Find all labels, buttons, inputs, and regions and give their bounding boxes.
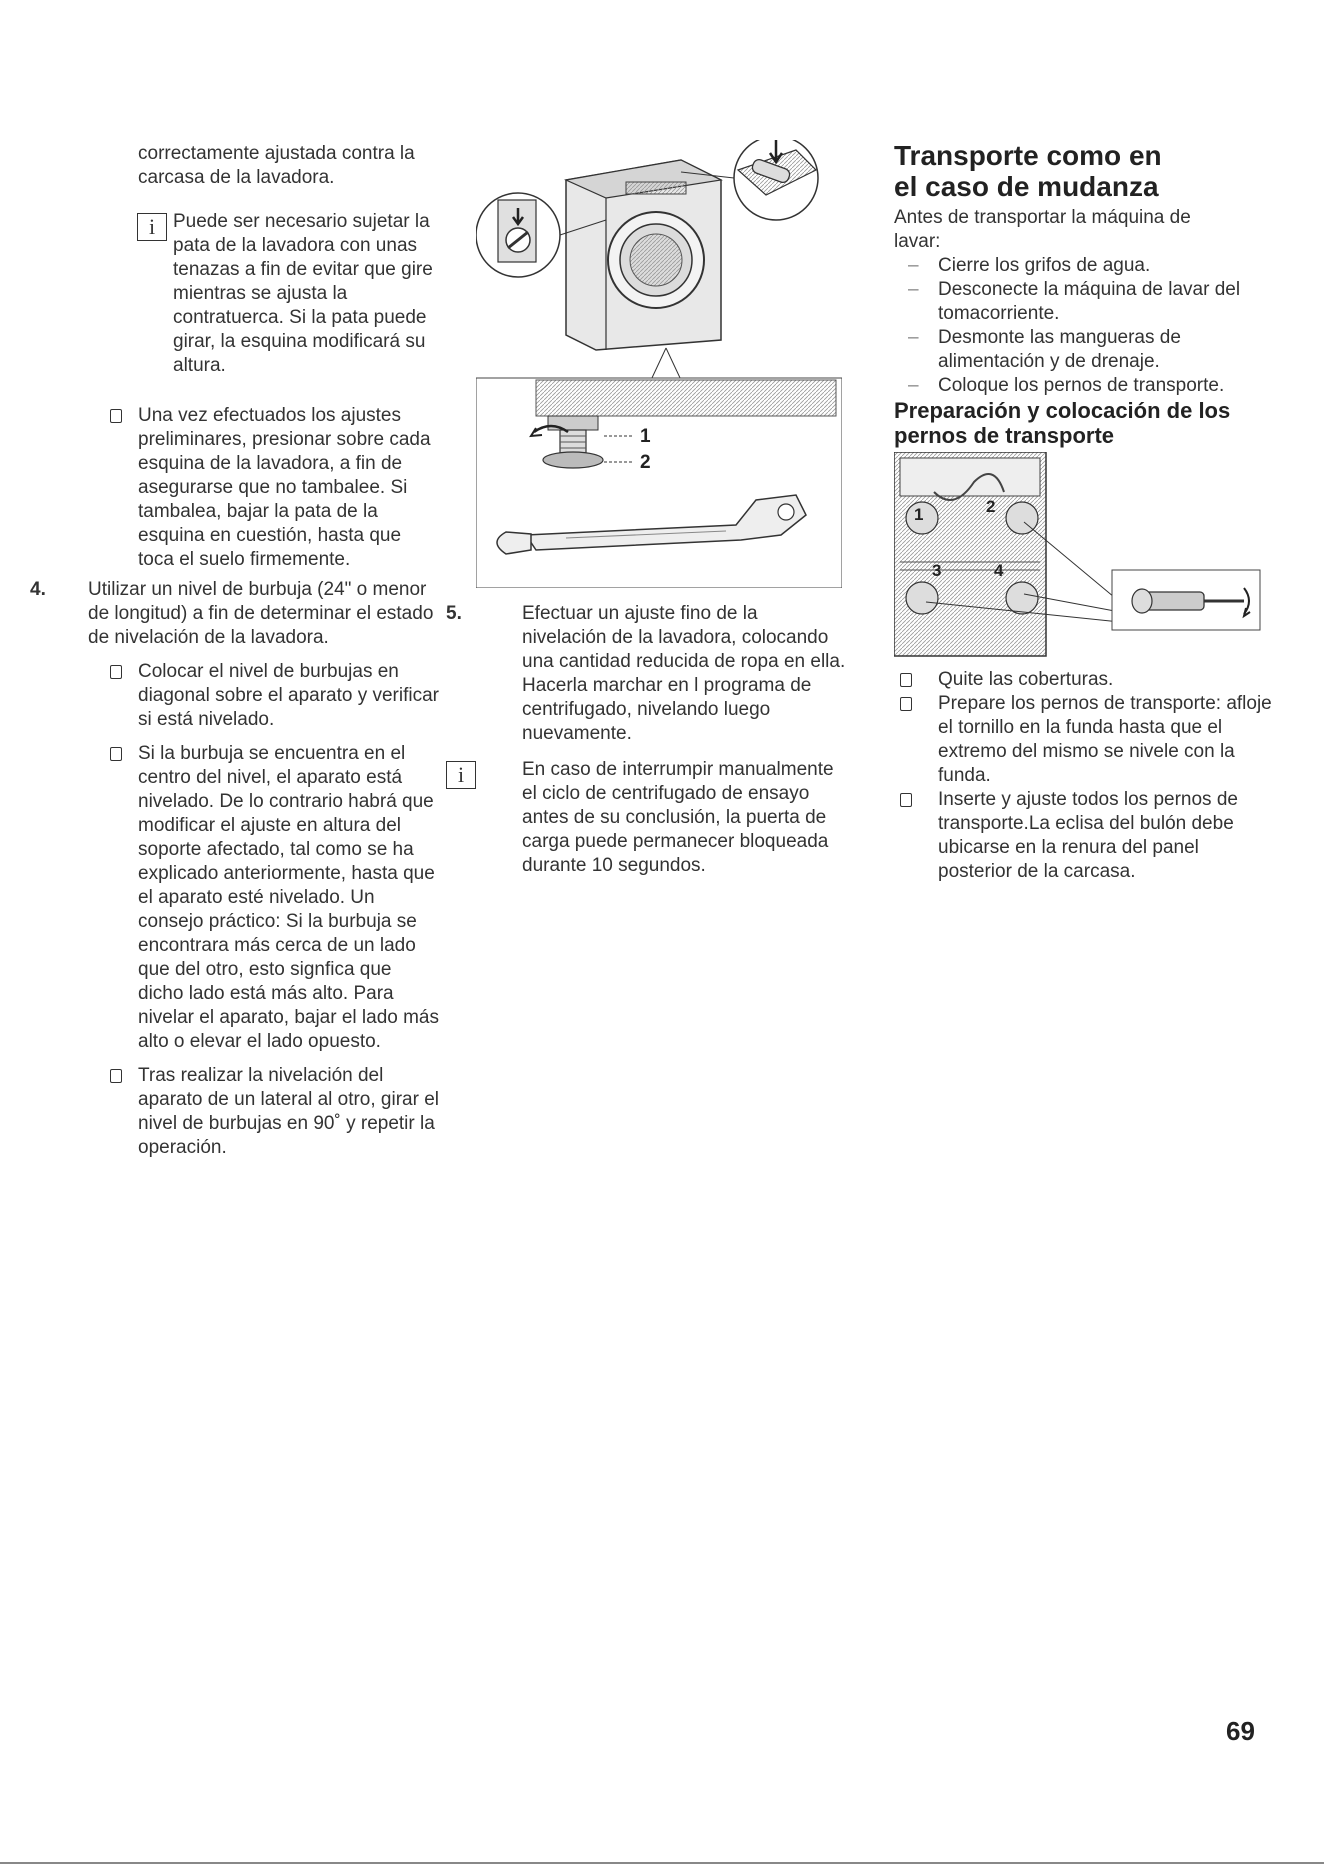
dash-icon: –: [908, 279, 919, 300]
checkbox-icon: [110, 1069, 122, 1083]
checklist-item-text: Una vez efectuados los ajustes preliminares, presionar sobre cada esquina de la lavadora, a fin de asegurarse que no tambalee. Si tambalea, bajar la pata de la esquina en cuestión, hasta que toca el suelo firmemente.: [138, 405, 431, 570]
checklist-item: [894, 668, 1274, 692]
dash-item-text: Coloque los pernos de transporte.: [938, 375, 1225, 396]
dash-item: [894, 278, 1274, 326]
step-text: Utilizar un nivel de burbuja (24" o menor de longitud) a fin de determinar el estado de nivelación de la lavadora.: [88, 579, 434, 648]
info-note-text: Puede ser necesario sujetar la pata de la lavadora con unas tenazas a fin de evitar que gire mientras se ajusta la contratuerca. Si la pata puede girar, la esquina modificará su altura.: [173, 211, 433, 376]
step-4: [30, 578, 440, 650]
info-note: [30, 210, 440, 378]
checklist-item: [30, 404, 440, 572]
section-intro: Antes de transportar la máquina de lavar:: [894, 207, 1191, 252]
dash-item: [894, 254, 1274, 278]
step-number: 5.: [446, 603, 462, 624]
dash-icon: –: [908, 327, 919, 348]
dash-item: [894, 326, 1274, 374]
dash-item-text: Cierre los grifos de agua.: [938, 255, 1151, 276]
checkbox-icon: [110, 747, 122, 761]
dash-item: [894, 374, 1274, 398]
checklist-item-text: Tras realizar la nivelación del aparato de un lateral al otro, girar el nivel de burbujas en 90˚ y repetir la operación.: [138, 1065, 440, 1158]
checkbox-icon: [110, 409, 122, 423]
checkbox-icon: [900, 793, 912, 807]
figure-label-1: 1: [914, 505, 924, 524]
column-left: [30, 142, 440, 1160]
column-right: [894, 140, 1274, 884]
figure-label-2: 2: [640, 452, 651, 473]
dash-list: [894, 254, 1274, 398]
checklist-item-text: Prepare los pernos de transporte: afloje el tornillo en la funda hasta que el extremo del mismo se nivele con la funda.: [938, 693, 1272, 786]
checklist-item: [894, 788, 1274, 884]
step-text: Efectuar un ajuste fino de la nivelación de la lavadora, colocando una cantidad reducida de ropa en ella. Hacerla marchar en l programa de centrifugado, nivelando luego nuevamente.: [522, 603, 846, 744]
transport-bolt-figure: [894, 452, 1274, 658]
dash-icon: –: [908, 255, 919, 276]
leveling-figure: [476, 140, 842, 588]
info-icon: i: [446, 761, 476, 789]
figure-label-1: 1: [640, 426, 651, 447]
section-title: Transporte como en el caso de mudanza: [894, 140, 1162, 202]
checklist-item-text: Inserte y ajuste todos los pernos de transporte.La eclisa del bulón debe ubicarse en la renura del panel posterior de la carcasa.: [938, 789, 1238, 882]
checklist-item: [30, 1064, 440, 1160]
step-5: [446, 602, 846, 746]
dash-icon: –: [908, 375, 919, 396]
column-middle: [446, 602, 846, 878]
checklist-item: [30, 660, 440, 732]
info-icon: i: [137, 213, 167, 241]
figure-label-2: 2: [986, 497, 996, 516]
figure-label-3: 3: [932, 561, 942, 580]
continued-text: correctamente ajustada contra la carcasa de la lavadora.: [138, 143, 415, 188]
checklist-item-text: Colocar el nivel de burbujas en diagonal sobre el aparato y verificar si está nivelado.: [138, 661, 440, 730]
checklist-item-text: Quite las coberturas.: [938, 669, 1114, 690]
checkbox-icon: [900, 673, 912, 687]
check-list: [894, 668, 1274, 884]
transport-bolt-illustration: [894, 452, 1274, 658]
bottom-rule: [0, 1862, 1324, 1864]
figure-label-4: 4: [994, 561, 1004, 580]
checklist-item-text: Si la burbuja se encuentra en el centro del nivel, el aparato está nivelado. De lo contrario habrá que modificar el ajuste en altura del soporte afectado, tal como se ha explicado anteriormente, hasta que el aparato esté nivelado. Un consejo práctico: Si la burbuja se encontrara más cerca de un lado que del otro, esto signfica que dicho lado está más alto. Para nivelar el aparato, bajar el lado más alto o elevar el lado opuesto.: [138, 743, 440, 1052]
info-note-text: En caso de interrumpir manualmente el ciclo de centrifugado de ensayo antes de su conclusión, la puerta de carga puede permanecer bloqueada durante 10 segundos.: [522, 759, 834, 876]
dash-item-text: Desmonte las mangueras de alimentación y de drenaje.: [938, 327, 1181, 372]
info-note: [446, 758, 846, 878]
step-number: 4.: [30, 579, 46, 600]
checkbox-icon: [900, 697, 912, 711]
checklist-item: [30, 742, 440, 1054]
dash-item-text: Desconecte la máquina de lavar del tomacorriente.: [938, 279, 1241, 324]
checklist-item: [894, 692, 1274, 788]
page-number: 69: [1226, 1716, 1255, 1746]
checkbox-icon: [110, 665, 122, 679]
washing-machine-leveling-illustration: [476, 140, 842, 588]
subsection-title: Preparación y colocación de los pernos de transporte: [894, 398, 1231, 448]
